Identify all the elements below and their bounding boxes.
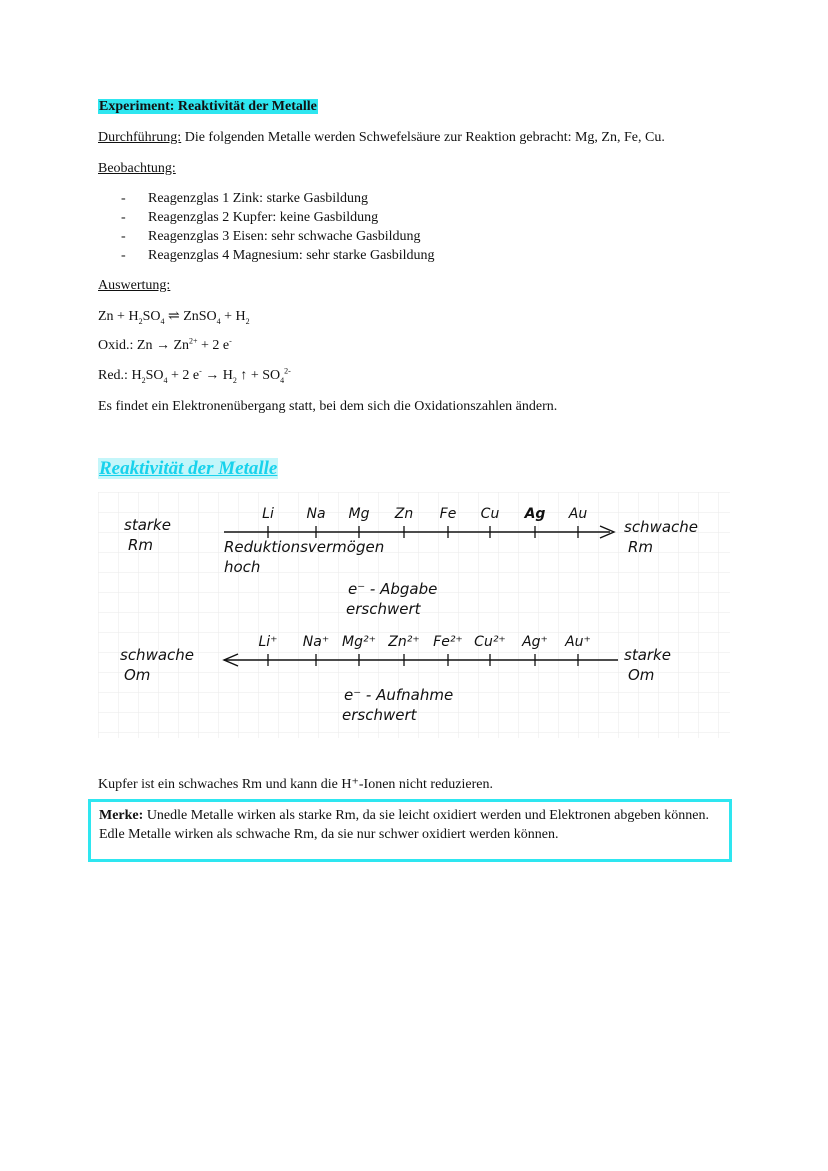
page-heading: Experiment: Reaktivität der Metalle <box>99 99 317 114</box>
svg-text:hoch: hoch <box>224 558 261 576</box>
svg-text:erschwert: erschwert <box>346 600 421 618</box>
list-item: - Reagenzglas 1 Zink: starke Gasbildung <box>121 191 369 206</box>
evaluation-label: Auswertung: <box>98 278 171 293</box>
metal-label: Au <box>568 506 588 522</box>
strong-om-label-2: Om <box>628 666 655 684</box>
procedure-label: Durchführung: <box>98 130 182 145</box>
strong-rm-label-2: Rm <box>128 536 154 554</box>
merke-text-1: Merke: Unedle Metalle wirken als starke Rm, da sie leicht oxidiert werden und Elektronen abgeben können. <box>99 808 709 823</box>
metal-label: Ag <box>524 506 546 522</box>
metal-label: Cu <box>480 506 500 522</box>
ion-label: Na⁺ <box>302 634 330 650</box>
ion-label: Li⁺ <box>258 634 278 650</box>
observation-list <box>121 189 435 265</box>
list-item: - Reagenzglas 2 Kupfer: keine Gasbildung <box>121 210 379 225</box>
procedure-text: Die folgenden Metalle werden Schwefelsäure zur Reaktion gebracht: Mg, Zn, Fe, Cu. <box>181 130 665 145</box>
equation-oxidation: Oxid.: $Zn \to Zn^{2+} + 2$ e- <box>98 336 232 353</box>
copper-note: Kupfer ist ein schwaches Rm und kann die H⁺-Ionen nicht reduzieren. <box>98 777 493 792</box>
merke-label: Merke: <box>99 808 144 823</box>
ion-label: Mg²⁺ <box>342 634 376 650</box>
equation-reduction: Red.: $H_2SO_4 + 2$ $e^- \to H_2$ ↑ + $SO_4^{2-}$ <box>98 366 291 385</box>
metal-label: Fe <box>439 506 457 522</box>
equation-main: $Zn + H_2SO_4$ ⇌ ZnSO$_4$ + $H_2$ <box>98 309 250 326</box>
ion-label: Cu²⁺ <box>474 634 506 650</box>
strong-om-label: starke <box>624 646 671 664</box>
list-item: - Reagenzglas 4 Magnesium: sehr starke Gasbildung <box>121 248 435 263</box>
list-item: - Reagenzglas 3 Eisen: sehr schwache Gasbildung <box>121 229 421 244</box>
weak-om-label: schwache <box>120 646 195 664</box>
reactivity-diagram <box>98 492 730 738</box>
metal-label: Mg <box>348 506 370 522</box>
weak-rm-label-2: Rm <box>628 538 654 556</box>
section-title: Reaktivität der Metalle <box>99 458 278 479</box>
ion-label: Fe²⁺ <box>433 634 463 650</box>
merke-text-2: Edle Metalle wirken als schwache Rm, da sie nur schwer oxidiert werden können. <box>99 827 559 842</box>
weak-om-label-2: Om <box>124 666 151 684</box>
procedure-line <box>98 130 665 146</box>
observation-label: Beobachtung: <box>98 161 176 176</box>
merke-box <box>88 799 732 862</box>
metal-label: Na <box>306 506 326 522</box>
svg-text:erschwert: erschwert <box>342 706 417 724</box>
metal-label: Zn <box>394 506 414 522</box>
metal-label: Li <box>262 506 274 522</box>
strong-rm-label: starke <box>124 516 171 534</box>
weak-rm-label: schwache <box>624 518 699 536</box>
evaluation-summary: Es findet ein Elektronenübergang statt, bei dem sich die Oxidationszahlen ändern. <box>98 399 558 414</box>
svg-text:e⁻ - Aufnahme: e⁻ - Aufnahme <box>344 686 454 704</box>
ion-label: Au⁺ <box>565 634 591 650</box>
svg-text:Reduktionsvermögen: Reduktionsvermögen <box>224 538 385 556</box>
ion-label: Ag⁺ <box>522 634 548 650</box>
svg-text:e⁻ - Abgabe: e⁻ - Abgabe <box>348 580 438 598</box>
ion-label: Zn²⁺ <box>388 634 420 650</box>
